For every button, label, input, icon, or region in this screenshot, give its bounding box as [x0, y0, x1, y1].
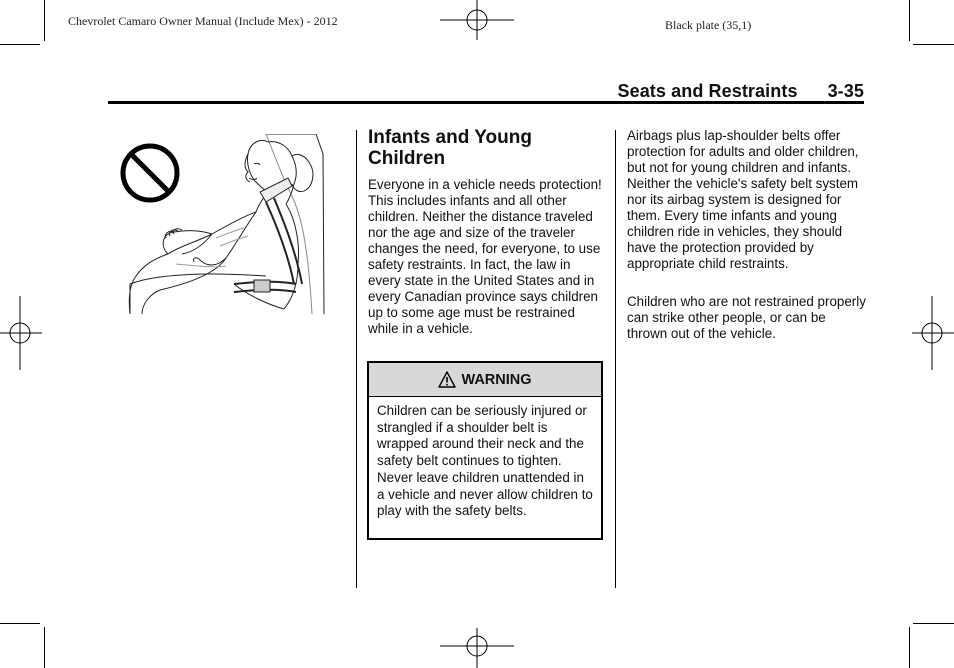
crop-mark	[0, 623, 40, 624]
column-divider	[615, 130, 616, 588]
section-header	[617, 81, 864, 102]
registration-mark-left	[0, 296, 42, 370]
warning-triangle-icon	[438, 371, 456, 388]
intro-paragraph: Everyone in a vehicle needs protection! This includes infants and all other children. Neither the distance traveled nor the age and size of the traveler changes the need, for everyone, to use safety restraints. In fact, the law in every state in the United States and in every Canadian province says children up to some age must be restrained while in a vehicle.	[368, 177, 602, 336]
crop-mark	[913, 623, 954, 624]
no-symbol-icon	[123, 146, 177, 200]
crop-mark	[909, 627, 910, 668]
registration-mark-right	[912, 296, 954, 370]
airbag-paragraph: Airbags plus lap-shoulder belts offer protection for adults and older children, but not for young children and infants. Neither the vehicle's safety belt system nor its airbag system is designed for them. Every time infants and young children ride in vehicles, they should have the protection provided by appropriate child restraints.	[627, 128, 859, 271]
registration-mark-bottom	[440, 628, 514, 668]
crop-mark	[44, 0, 45, 41]
plate-label: Black plate (35,1)	[665, 18, 752, 32]
warning-header	[369, 363, 601, 397]
section-name: Seats and Restraints	[617, 81, 798, 101]
crop-mark	[44, 627, 45, 668]
warning-label: WARNING	[461, 371, 532, 388]
crop-mark	[913, 44, 954, 45]
page-number: 3-35	[827, 81, 864, 101]
manual-title: Chevrolet Camaro Owner Manual (Include Mex) - 2012	[68, 14, 338, 28]
warning-text: Children can be seriously injured or strangled if a shoulder belt is wrapped around their neck and the safety belt continues to tighten. Never leave children unattended in a vehicle and never allow children to play with the safety belts.	[377, 403, 593, 519]
figure	[116, 134, 326, 316]
seated-child-illustration	[116, 134, 326, 316]
crop-mark	[909, 0, 910, 41]
crop-mark	[0, 44, 40, 45]
restraint-paragraph: Children who are not restrained properly can strike other people, or can be thrown out of the vehicle.	[627, 294, 866, 341]
article-title: Infants and Young Children	[368, 127, 532, 169]
header-rule	[108, 101, 864, 104]
registration-mark-top	[440, 0, 514, 44]
warning-box	[367, 361, 603, 540]
column-divider	[356, 130, 357, 588]
